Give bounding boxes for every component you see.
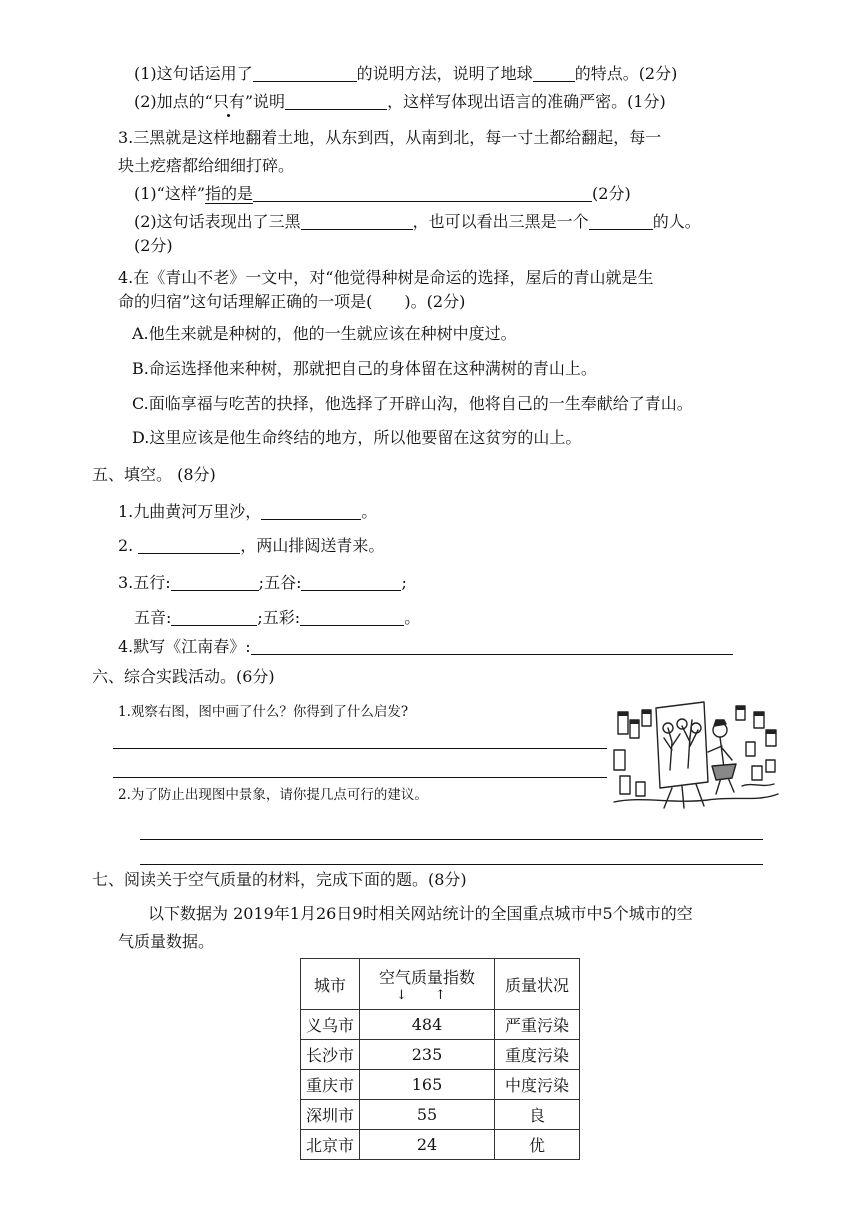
- tree-stump: [766, 760, 775, 772]
- q2-sub2-pre: (2)加点的“: [134, 92, 213, 111]
- answer-blank[interactable]: [300, 608, 404, 626]
- answer-line[interactable]: [140, 864, 763, 865]
- tree-stump: [636, 782, 645, 796]
- table-cell: 重度污染: [495, 1040, 580, 1070]
- answer-blank[interactable]: [589, 212, 653, 230]
- table-header-row: [301, 959, 580, 1010]
- easel-legs: [664, 784, 704, 808]
- air-quality-table: [300, 958, 580, 1160]
- fill-item-3b-pre: 五音:: [134, 608, 172, 627]
- q3-sub1-pre: (1)“这样”: [134, 184, 206, 203]
- section7-intro-line1: 以下数据为 2019年1月26日9时相关网站统计的全国重点城市中5个城市的空: [148, 904, 693, 923]
- q3-sub2-post: 的人。: [652, 212, 701, 231]
- fill-item-3a-post: ;: [401, 573, 407, 592]
- fill-item-2-post: ，两山排闼送青来。: [240, 536, 385, 555]
- easel-canvas: [656, 702, 708, 788]
- q4-line2: 命的归宿”这句话理解正确的一项是( )。(2分): [118, 292, 466, 311]
- section6-title: 六、综合实践活动。(6分): [92, 667, 275, 686]
- q2-sub2-post: ，这样写体现出语言的准确严密。(1分): [387, 92, 666, 111]
- q3-sub2: [134, 210, 701, 234]
- tree-stump: [752, 766, 762, 780]
- q4-option-d[interactable]: D.这里应该是他生命终结的地方，所以他要留在这贫穷的山上。: [132, 428, 582, 447]
- fill-item-1-pre: 1.九曲黄河万里沙，: [118, 502, 262, 521]
- q2-sub1: [134, 62, 677, 86]
- tree-stump: [614, 750, 625, 770]
- table-row: [301, 1010, 580, 1040]
- answer-line[interactable]: [113, 777, 607, 778]
- fill-item-3a-mid: ;五谷:: [258, 573, 302, 592]
- answer-blank[interactable]: [301, 573, 401, 591]
- q2-sub1-mid: 的说明方法，说明了地球: [356, 64, 533, 83]
- section5-title: 五、填空。 (8分): [92, 465, 216, 484]
- answer-line[interactable]: [140, 839, 763, 840]
- table-row: [301, 1040, 580, 1070]
- table-row: [301, 1100, 580, 1130]
- table-header-cell: 质量状况: [495, 959, 580, 1010]
- q4-line1: 4.在《青山不老》一文中，对“他觉得种树是命运的选择，屋后的青山就是生: [118, 268, 654, 287]
- q4-option-c[interactable]: C.面临享福与吃苦的抉择，他选择了开辟山沟，他将自己的一生奉献给了青山。: [132, 394, 693, 413]
- section7-title: 七、阅读关于空气质量的材料，完成下面的题。(8分): [92, 870, 467, 889]
- section6-q1: 1.观察右图，图中画了什么？你得到了什么启发?: [118, 704, 409, 720]
- table-header-cell: [360, 959, 495, 1010]
- answer-blank[interactable]: [138, 536, 240, 554]
- fill-item-3a-pre: 3.五行:: [118, 573, 171, 592]
- table-row: [301, 1130, 580, 1160]
- fill-item-3b: [134, 606, 420, 630]
- fill-item-1: [118, 500, 377, 524]
- q2-sub2-mid: ”说明: [244, 92, 286, 111]
- table-header-cell: 城市: [301, 959, 360, 1010]
- table-cell: 中度污染: [495, 1070, 580, 1100]
- q2-sub1-pre: (1)这句话运用了: [134, 64, 253, 83]
- q3-sub2-points: (2分): [134, 236, 173, 255]
- q2-sub2: [134, 90, 666, 114]
- q4-option-b[interactable]: B.命运选择他来种树，那就把自己的身体留在这种满树的青山上。: [132, 359, 597, 378]
- table-cell: 义乌市: [301, 1010, 360, 1040]
- table-cell: 重庆市: [301, 1070, 360, 1100]
- fill-item-4-pre: 4.默写《江南春》:: [118, 637, 251, 656]
- answer-blank[interactable]: [253, 184, 592, 202]
- section7-intro-line2: 气质量数据。: [118, 932, 215, 951]
- table-cell: 严重污染: [495, 1010, 580, 1040]
- q3-sub2-pre: (2)这句话表现出了三黑: [134, 212, 301, 231]
- answer-blank[interactable]: [533, 64, 575, 82]
- deforestation-illustration: [612, 690, 780, 810]
- aqi-header-label: 空气质量指数: [378, 967, 475, 987]
- fill-item-2-pre: 2.: [118, 536, 139, 555]
- table-cell: 良: [495, 1100, 580, 1130]
- answer-blank[interactable]: [171, 608, 257, 626]
- q4-option-a[interactable]: A.他生来就是种树的，他的一生就应该在种树中度过。: [132, 324, 517, 343]
- fill-item-3a: [118, 571, 407, 595]
- section6-q2: 2.为了防止出现图中景象，请你提几点可行的建议。: [118, 787, 428, 803]
- table-cell: 长沙市: [301, 1040, 360, 1070]
- table-cell: 24: [360, 1130, 495, 1160]
- table-cell: 北京市: [301, 1130, 360, 1160]
- underlined-phrase: 指的是: [205, 184, 254, 203]
- table-cell: 484: [360, 1010, 495, 1040]
- q2-sub1-post: 的特点。(2分): [574, 64, 678, 83]
- fill-item-2: [118, 534, 384, 558]
- answer-blank[interactable]: [285, 92, 387, 110]
- tree-stump: [620, 776, 630, 794]
- table-cell: 165: [360, 1070, 495, 1100]
- fill-item-4: [118, 635, 733, 659]
- table-cell: 55: [360, 1100, 495, 1130]
- answer-blank[interactable]: [261, 502, 361, 520]
- q3-sub1: [134, 182, 631, 206]
- fill-item-3b-post: 。: [404, 608, 421, 627]
- tree-stump: [746, 742, 755, 756]
- sort-arrows-icon: ↓ ↑: [396, 987, 458, 1003]
- table-cell: 深圳市: [301, 1100, 360, 1130]
- answer-line[interactable]: [113, 748, 607, 749]
- table-cell: 优: [495, 1130, 580, 1160]
- answer-blank[interactable]: [251, 637, 733, 655]
- q3-line1: 3.三黑就是这样地翻着土地，从东到西，从南到北，每一寸土都给翻起，每一: [118, 128, 662, 147]
- fill-item-1-post: 。: [361, 502, 378, 521]
- q3-line2: 块土疙瘩都给细细打碎。: [118, 156, 295, 175]
- table-row: [301, 1070, 580, 1100]
- table-cell: 235: [360, 1040, 495, 1070]
- q3-sub1-post: (2分): [592, 184, 631, 203]
- answer-blank[interactable]: [301, 212, 413, 230]
- answer-blank[interactable]: [171, 573, 259, 591]
- fill-item-3b-mid: ;五彩:: [257, 608, 301, 627]
- q3-sub2-mid: ，也可以看出三黑是一个: [412, 212, 589, 231]
- dotted-word: 只有: [212, 92, 245, 111]
- answer-blank[interactable]: [253, 64, 357, 82]
